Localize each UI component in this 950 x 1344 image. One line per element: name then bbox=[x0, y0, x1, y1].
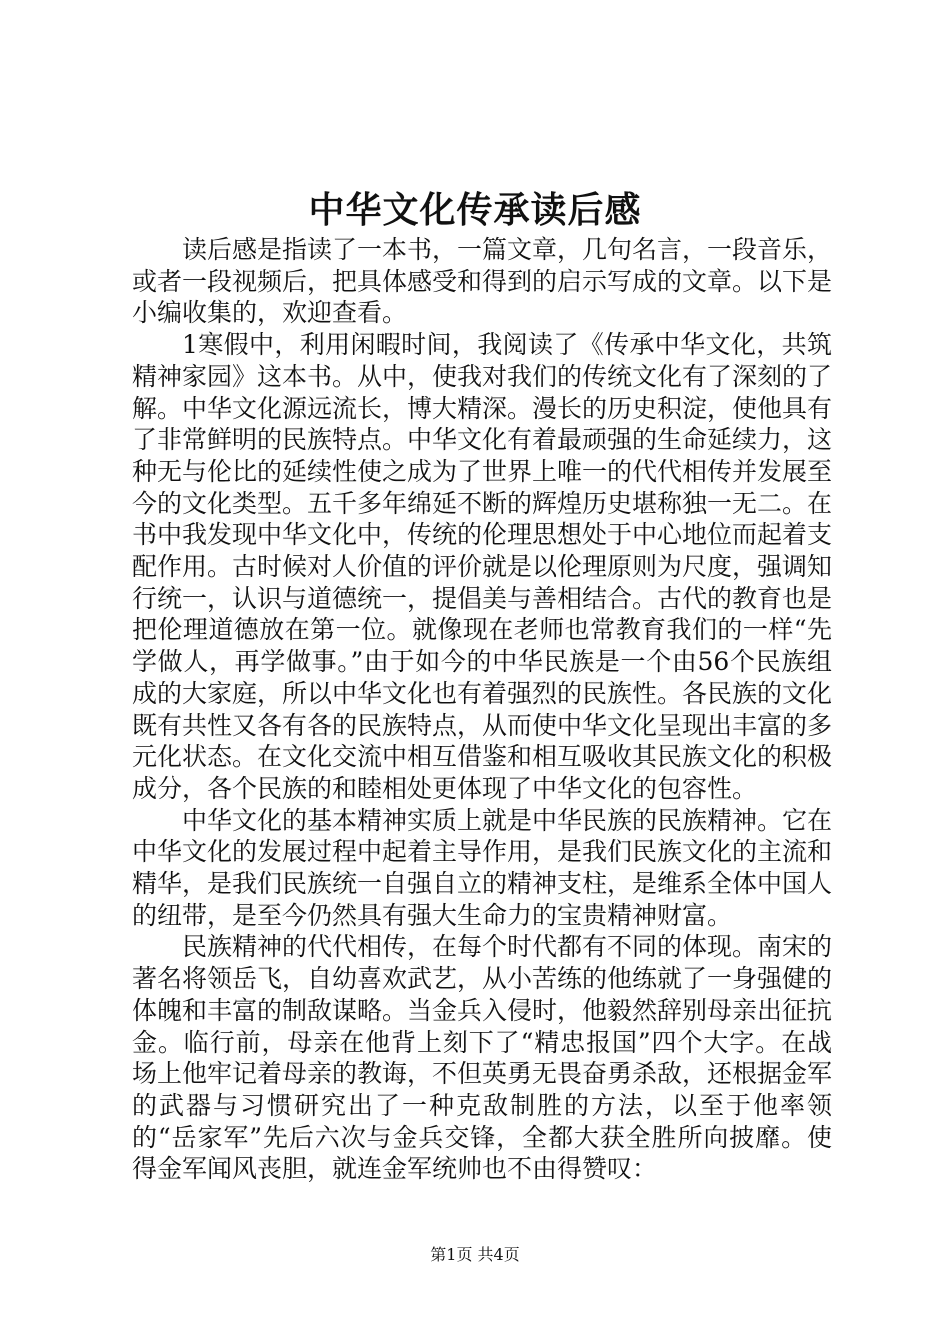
paragraph-intro: 读后感是指读了一本书，一篇文章，几句名言，一段音乐，或者一段视频后，把具体感受和得到的启示写成的文章。以下是小编收集的，欢迎查看。 bbox=[132, 235, 833, 328]
document-body bbox=[132, 234, 832, 1185]
paragraph-3: 民族精神的代代相传，在每个时代都有不同的体现。南宋的著名将领岳飞，自幼喜欢武艺，从小苦练的他练就了一身强健的体魄和丰富的制敌谋略。当金兵入侵时，他毅然辞别母亲出征抗金。临行前，母亲在他背上刻下了“精忠报国”四个大字。在战场上他牢记着母亲的教诲，不但英勇无畏奋勇杀敌，还根据金军的武器与习惯研究出了一种克敌制胜的方法，以至于他率领的“岳家军”先后六次与金兵交锋，全都大获全胜所向披靡。使得金军闻风丧胆，就连金军统帅也不由得赞叹： bbox=[132, 932, 833, 1184]
paragraph-1: 1寒假中，利用闲暇时间，我阅读了《传承中华文化，共筑精神家园》这本书。从中，使我对我们的传统文化有了深刻的了解。中华文化源远流长，博大精深。漫长的历史积淀，使他具有了非常鲜明的民族特点。中华文化有着最顽强的生命延续力，这种无与伦比的延续性使之成为了世界上唯一的代代相传并发展至今的文化类型。五千多年绵延不断的辉煌历史堪称独一无二。在书中我发现中华文化中，传统的伦理思想处于中心地位而起着支配作用。古时候对人价值的评价就是以伦理原则为尺度，强调知行统一，认识与道德统一，提倡美与善相结合。古代的教育也是把伦理道德放在第一位。就像现在老师也常教育我们的一样“先学做人，再学做事。”由于如今的中华民族是一个由56个民族组成的大家庭，所以中华文化也有着强烈的民族性。各民族的文化既有共性又各有各的民族特点，从而使中华文化呈现出丰富的多元化状态。在文化交流中相互借鉴和相互吸收其民族文化的积极成分，各个民族的和睦相处更体现了中华文化的包容性。 bbox=[132, 330, 833, 803]
page-number-footer: 第1页 共4页 bbox=[430, 1245, 520, 1264]
document-title: 中华文化传承读后感 bbox=[308, 189, 642, 231]
paragraph-2: 中华文化的基本精神实质上就是中华民族的民族精神。它在中华文化的发展过程中起着主导作用，是我们民族文化的主流和精华，是我们民族统一自强自立的精神支柱，是维系全体中国人的纽带，是至今仍然具有强大生命力的宝贵精神财富。 bbox=[132, 805, 833, 930]
